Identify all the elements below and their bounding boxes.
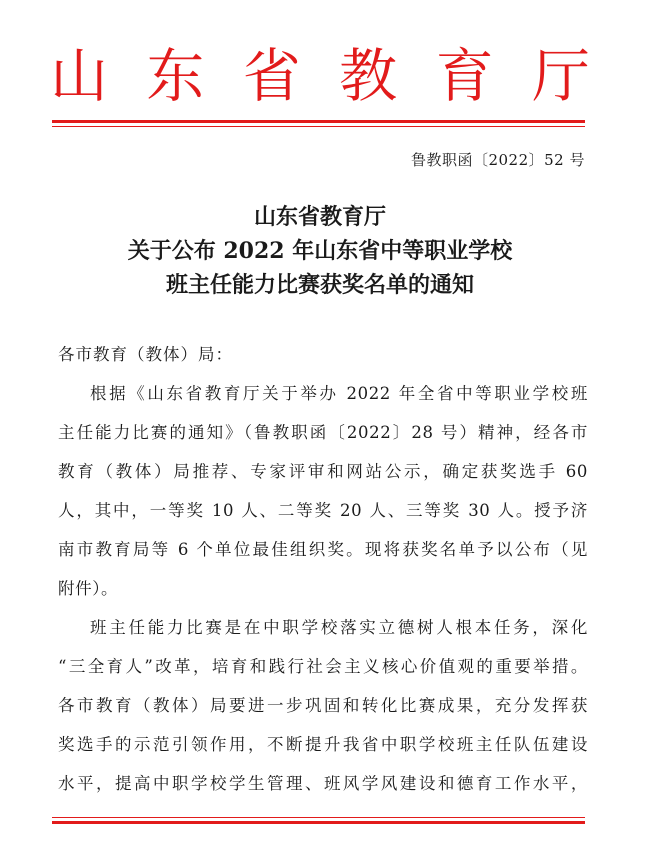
document-number: 鲁教职函〔2022〕52 号 bbox=[410, 151, 585, 169]
salutation: 各市教育（教体）局： bbox=[58, 345, 233, 364]
header-rule-thin bbox=[52, 126, 585, 127]
header-char: 教 bbox=[339, 42, 398, 110]
paragraph-line: 南市教育局等 6 个单位最佳组织奖。现将获奖名单予以公布（见 bbox=[58, 540, 588, 559]
header-char: 山 bbox=[50, 42, 109, 110]
title-line-2: 关于公布 2022 年山东省中等职业学校 bbox=[127, 238, 513, 264]
header-char: 省 bbox=[242, 42, 301, 110]
document-title bbox=[50, 200, 590, 302]
title-line-3: 班主任能力比赛获奖名单的通知 bbox=[165, 272, 474, 298]
paragraph-line: 主任能力比赛的通知》（鲁教职函〔2022〕28 号）精神，经各市 bbox=[58, 423, 588, 442]
paragraph-line: 教育（教体）局推荐、专家评审和网站公示，确定获奖选手 60 bbox=[58, 462, 588, 481]
paragraph-line: “三全育人”改革，培育和践行社会主义核心价值观的重要举措。 bbox=[58, 657, 588, 676]
header-rule-thick bbox=[52, 120, 585, 123]
title-line-1: 山东省教育厅 bbox=[253, 204, 386, 230]
header-char: 东 bbox=[146, 42, 205, 110]
paragraph-line: 水平，提高中职学校学生管理、班风学风建设和德育工作水平， bbox=[58, 774, 588, 793]
footer-rule-thick bbox=[52, 821, 585, 824]
header-char: 育 bbox=[435, 42, 494, 110]
issuer-header bbox=[50, 40, 590, 112]
header-char: 厅 bbox=[531, 42, 590, 110]
footer-rule-thin bbox=[52, 817, 585, 818]
paragraph-line: 人，其中，一等奖 10 人、二等奖 20 人、三等奖 30 人。授予济 bbox=[58, 501, 588, 520]
paragraph-line: 根据《山东省教育厅关于举办 2022 年全省中等职业学校班 bbox=[90, 384, 588, 403]
paragraph-line: 各市教育（教体）局要进一步巩固和转化比赛成果，充分发挥获 bbox=[58, 696, 588, 715]
paragraph-line: 奖选手的示范引领作用，不断提升我省中职学校班主任队伍建设 bbox=[58, 735, 588, 754]
paragraph-line: 附件）。 bbox=[58, 579, 119, 598]
paragraph-line: 班主任能力比赛是在中职学校落实立德树人根本任务，深化 bbox=[90, 618, 588, 637]
